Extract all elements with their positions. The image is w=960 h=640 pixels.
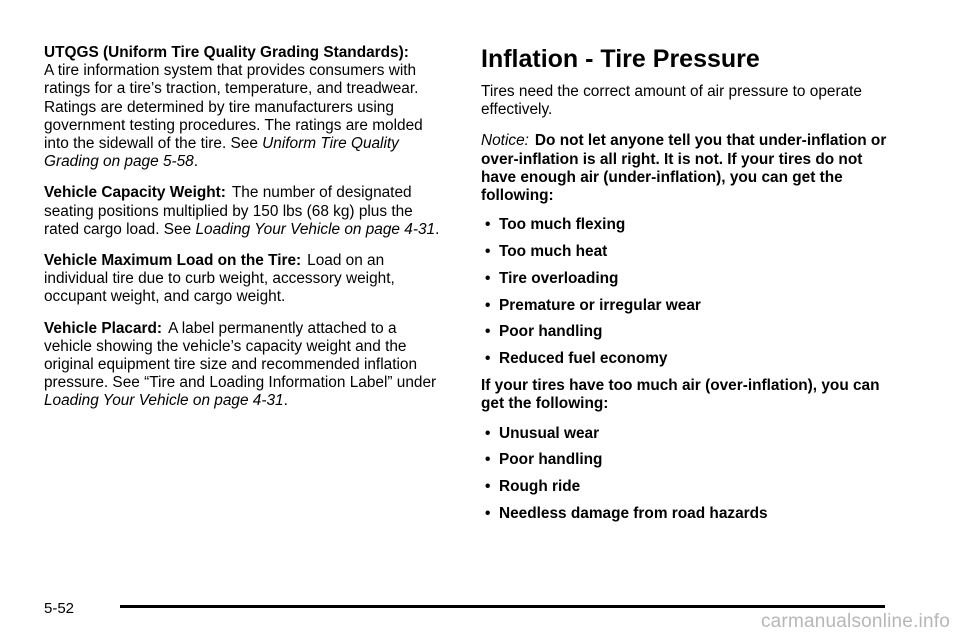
cross-reference: Loading Your Vehicle on page 4-31: [44, 392, 284, 410]
list-item: • Poor handling: [485, 451, 603, 469]
notice-block: [481, 132, 901, 205]
glossary-entry-utqgs: UTQGS (Uniform Tire Quality Grading Standards): A tire information system that provides consumers with ratings for a tire’s traction, temperature, and treadwear. Ratings are determined by tire manufacturers using government testing procedures. The ratings are molded into the sidewall of the tire. See Uniform Tire Quality Grading on page 5-58.: [44, 44, 423, 171]
footer-rule: [120, 605, 885, 608]
cross-reference: Uniform Tire Quality Grading on page 5-58: [44, 135, 399, 171]
list-item: • Tire overloading: [485, 269, 619, 287]
section-title: Inflation - Tire Pressure: [481, 45, 760, 73]
list-item: • Too much heat: [485, 243, 608, 261]
glossary-definition: The number of designated seating positions multiplied by 150 lbs (68 kg) plus the rated cargo load. See: [44, 184, 413, 238]
glossary-entry-capacity-weight: Vehicle Capacity Weight: The number of designated seating positions multiplied by 150 lbs (68 kg) plus the rated cargo load. See Loading Your Vehicle on page 4-31.: [44, 184, 440, 238]
watermark: carmanualsonline.info: [760, 611, 950, 632]
glossary-term: Vehicle Maximum Load on the Tire:: [44, 252, 302, 270]
list-item: • Premature or irregular wear: [485, 296, 701, 314]
over-inflation-list: [481, 425, 901, 523]
glossary-term: UTQGS (Uniform Tire Quality Grading Standards):: [44, 44, 409, 61]
glossary-term: Vehicle Capacity Weight:: [44, 184, 226, 202]
list-item: • Reduced fuel economy: [485, 350, 668, 368]
list-item: • Rough ride: [485, 478, 581, 496]
glossary-definition: Load on an individual tire due to curb weight, accessory weight, occupant weight, and cargo weight.: [44, 252, 395, 306]
notice-label: Notice:: [481, 132, 529, 150]
list-item: • Needless damage from road hazards: [485, 505, 768, 522]
over-inflation-intro: If your tires have too much air (over-inflation), you can get the following:: [481, 377, 880, 413]
page-number: 5-52: [44, 600, 75, 617]
notice-text: Do not let anyone tell you that under-inflation or over-inflation is all right. It is not. If your tires do not have enough air (under-inflation), you can get the following:: [481, 132, 887, 205]
list-item: • Poor handling: [485, 323, 603, 341]
glossary-entry-max-load: [44, 252, 444, 307]
list-item: • Too much flexing: [485, 216, 626, 234]
glossary-term: Vehicle Placard:: [44, 319, 163, 337]
glossary-definition: A label permanently attached to a vehicle showing the vehicle’s capacity weight and the original equipment tire size and recommended inflation pressure. See “Tire and Loading Information Label” under: [44, 319, 437, 392]
inflation-column: [481, 44, 901, 532]
glossary-definition: A tire information system that provides consumers with ratings for a tire’s traction, temperature, and treadwear. Ratings are determined by tire manufacturers using government testing procedures. The ratings are molded into the sidewall of the tire. See: [44, 62, 423, 153]
cross-reference: Loading Your Vehicle on page 4-31: [195, 220, 436, 238]
list-item: • Unusual wear: [485, 424, 600, 442]
under-inflation-list: [481, 216, 901, 368]
glossary-entry-placard: Vehicle Placard: A label permanently attached to a vehicle showing the vehicle’s capacity weight and the original equipment tire size and recommended inflation pressure. See “Tire and Loading Information Label” under Loading Your Vehicle on page 4-31.: [44, 319, 437, 410]
glossary-column: [44, 44, 444, 424]
intro-text: Tires need the correct amount of air pressure to operate effectively.: [481, 83, 862, 119]
